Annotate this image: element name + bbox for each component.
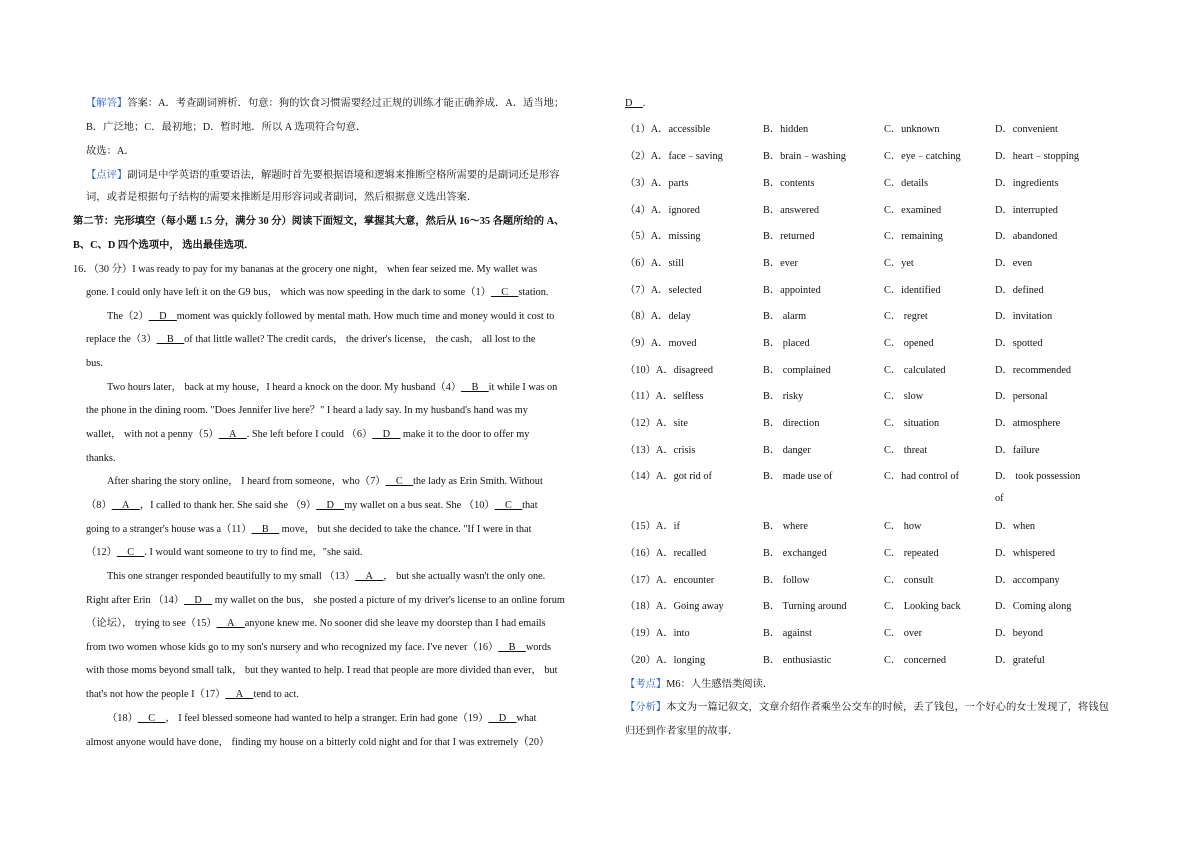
option-14-d-continuation: of xyxy=(995,493,1004,504)
passage-line: bus. xyxy=(86,358,103,369)
answer-blank: __C__ xyxy=(116,547,145,558)
answer-blank: __B__ xyxy=(251,524,280,535)
option-19-c: C． over xyxy=(884,628,923,639)
option-18-b: B． Turning around xyxy=(763,601,847,612)
option-5-c: C．remaining xyxy=(884,231,943,242)
passage-line: going to a stranger's house was a（11）__B__ move， but she decided to take the chance. "If I were in that xyxy=(86,524,532,535)
option-1-b: B．hidden xyxy=(763,124,809,135)
section-heading-2: B、C、D 四个选项中， 选出最佳选项． xyxy=(73,240,255,251)
option-5-d: D．abandoned xyxy=(995,231,1058,242)
option-20-a: （20）A．longing xyxy=(625,655,706,666)
option-2-a: （2）A．face﹣saving xyxy=(625,151,723,162)
passage-line: replace the（3）__B__of that little wallet? The credit cards， the driver's license， the cash， all lost to the xyxy=(86,334,536,345)
option-8-c: C． regret xyxy=(884,311,928,322)
passage-line: with those moms beyond small talk， but they wanted to help. I read that people are more divided than ever， but xyxy=(86,665,558,676)
kaodian-tag: 【考点】 xyxy=(625,679,667,690)
option-6-b: B．ever xyxy=(763,258,798,269)
option-10-c: C． calculated xyxy=(884,365,946,376)
option-3-d: D．ingredients xyxy=(995,178,1059,189)
passage-line: almost anyone would have done， finding my house on a bitterly cold night and for that I was extremely（20） xyxy=(86,737,550,748)
option-5-b: B．returned xyxy=(763,231,815,242)
option-19-b: B． against xyxy=(763,628,812,639)
option-20-b: B． enthusiastic xyxy=(763,655,832,666)
option-13-d: D．failure xyxy=(995,445,1040,456)
option-13-b: B． danger xyxy=(763,445,811,456)
passage-line: the phone in the dining room. "Does Jennifer live here？" I heard a lady say. In my husband's hand was my xyxy=(86,405,528,416)
fenxi-tag: 【分析】 xyxy=(625,702,667,713)
passage-line: gone. I could only have left it on the G9 bus， which was now speeding in the dark to some（1）__C__station. xyxy=(86,287,549,298)
option-18-d: D．Coming along xyxy=(995,601,1072,612)
option-19-a: （19）A．into xyxy=(625,628,690,639)
option-15-b: B． where xyxy=(763,521,808,532)
answer-blank: __C__ xyxy=(490,287,519,298)
option-7-a: （7）A．selected xyxy=(625,285,702,296)
dianping-line-2: 词，或者是根据句子结构的需要来推断是用形容词或者副词，然后根据意义选出答案． xyxy=(86,192,478,203)
option-13-a: （13）A．crisis xyxy=(625,445,696,456)
passage-line: （18）__C__， I feel blessed someone had wanted to help a stranger. Erin had gone（19）__D__what xyxy=(107,713,537,724)
answer-blank: __B__ xyxy=(498,642,526,653)
answer-blank: __D__ xyxy=(184,595,213,606)
answer-20-line: D__. xyxy=(625,98,646,109)
option-3-a: （3）A．parts xyxy=(625,178,689,189)
option-2-b: B．brain﹣washing xyxy=(763,151,846,162)
fenxi-line-2: 归还到作者家里的故事． xyxy=(625,726,739,737)
option-19-d: D．beyond xyxy=(995,628,1044,639)
option-20-d: D．grateful xyxy=(995,655,1045,666)
answer-blank: __B__ xyxy=(156,334,185,345)
option-16-c: C． repeated xyxy=(884,548,939,559)
option-10-a: （10）A．disagreed xyxy=(625,365,714,376)
option-4-d: D．interrupted xyxy=(995,205,1058,216)
answer-blank: __C__ xyxy=(494,500,523,511)
option-17-b: B． follow xyxy=(763,575,810,586)
option-17-a: （17）A．encounter xyxy=(625,575,715,586)
option-7-c: C．identified xyxy=(884,285,941,296)
passage-line: （论坛）， trying to see（15）__A__anyone knew me. No sooner did she leave my doorstep than I had emails xyxy=(86,618,546,629)
option-12-b: B． direction xyxy=(763,418,820,429)
option-3-c: C．details xyxy=(884,178,929,189)
option-6-c: C．yet xyxy=(884,258,914,269)
answer-blank: __B__ xyxy=(461,382,489,393)
passage-line: This one stranger responded beautifully to my small （13）__A__， but she actually wasn't the only one. xyxy=(107,571,546,582)
option-10-d: D．recommended xyxy=(995,365,1072,376)
answer-blank: __D__ xyxy=(148,311,177,322)
option-15-d: D．when xyxy=(995,521,1036,532)
passage-line: （8）__A__，I called to thank her. She said she （9）__D__my wallet on a bus seat. She （10）__C__that xyxy=(86,500,538,511)
passage-line: The（2）__D__moment was quickly followed by mental math. How much time and money would it cost to xyxy=(107,311,555,322)
option-14-a: （14）A．got rid of xyxy=(625,471,712,482)
answer-blank: __D__ xyxy=(372,429,401,440)
answer-blank: __A__ xyxy=(355,571,384,582)
passage-line: Two hours later， back at my house，I heard a knock on the door. My husband（4）__B__it while I was on xyxy=(107,382,558,393)
option-4-b: B．answered xyxy=(763,205,820,216)
option-9-a: （9）A．moved xyxy=(625,338,697,349)
option-1-a: （1）A．accessible xyxy=(625,124,711,135)
option-20-c: C． concerned xyxy=(884,655,947,666)
option-17-c: C． consult xyxy=(884,575,934,586)
option-7-b: B．appointed xyxy=(763,285,821,296)
option-3-b: B．contents xyxy=(763,178,815,189)
option-14-b: B． made use of xyxy=(763,471,833,482)
option-12-c: C． situation xyxy=(884,418,940,429)
passage-line: from two women whose kids go to my son's nursery and who recognized my face. I've never（16）__B__words xyxy=(86,642,551,653)
option-11-b: B． risky xyxy=(763,391,804,402)
option-18-c: C． Looking back xyxy=(884,601,961,612)
option-5-a: （5）A．missing xyxy=(625,231,701,242)
answer-blank: __D__ xyxy=(488,713,517,724)
option-6-d: D．even xyxy=(995,258,1033,269)
jieda-line-1: 【解答】答案：A．考查副词辨析．句意：狗的饮食习惯需要经过正规的训练才能正确养成．A．适当地； xyxy=(86,98,565,109)
kaodian-line: 【考点】M6：人生感悟类阅读． xyxy=(625,679,774,690)
option-12-d: D．atmosphere xyxy=(995,418,1061,429)
option-1-d: D．convenient xyxy=(995,124,1058,135)
option-7-d: D．defined xyxy=(995,285,1044,296)
option-9-b: B． placed xyxy=(763,338,810,349)
answer-blank: __A__ xyxy=(216,618,245,629)
option-16-d: D．whispered xyxy=(995,548,1056,559)
answer-blank: __C__ xyxy=(385,476,413,487)
option-12-a: （12）A．site xyxy=(625,418,688,429)
option-11-d: D．personal xyxy=(995,391,1048,402)
passage-line: 16．（30 分）I was ready to pay for my bananas at the grocery one night， when fear seized me. My wallet was xyxy=(73,264,538,275)
answer-blank: __C__ xyxy=(137,713,166,724)
passage-line: that's not how the people I（17）__A__tend to act. xyxy=(86,689,299,700)
jieda-line-2: B．广泛地；C．最初地；D．暂时地．所以 A 选项符合句意． xyxy=(86,122,367,133)
fenxi-line-1: 【分析】本文为一篇记叙文，文章介绍作者乘坐公交车的时候，丢了钱包，一个好心的女士发现了，将钱包 xyxy=(625,702,1109,713)
option-15-c: C． how xyxy=(884,521,922,532)
option-6-a: （6）A．still xyxy=(625,258,684,269)
option-9-c: C． opened xyxy=(884,338,934,349)
guxuan-line: 故选：A． xyxy=(86,146,135,157)
section-heading-1: 第二节：完形填空（每小题 1.5 分，满分 30 分）阅读下面短文，掌握其大意，然后从 16～35 各题所给的 A、 xyxy=(73,216,565,227)
option-14-d: D． took possession xyxy=(995,471,1081,482)
option-8-a: （8）A．delay xyxy=(625,311,691,322)
option-15-a: （15）A．if xyxy=(625,521,680,532)
answer-blank: __A__ xyxy=(218,429,247,440)
answer-blank: __A__ xyxy=(225,689,254,700)
option-8-d: D．invitation xyxy=(995,311,1053,322)
option-4-c: C．examined xyxy=(884,205,942,216)
passage-line: wallet， with not a penny（5）__A__. She left before I could （6）__D__ make it to the door to offer my xyxy=(86,429,530,440)
passage-line: Right after Erin （14）__D__ my wallet on the bus， she posted a picture of my driver's license to an online forum xyxy=(86,595,565,606)
passage-line: thanks. xyxy=(86,453,116,464)
option-13-c: C． threat xyxy=(884,445,928,456)
option-10-b: B． complained xyxy=(763,365,831,376)
option-4-a: （4）A．ignored xyxy=(625,205,700,216)
option-17-d: D．accompany xyxy=(995,575,1060,586)
answer-blank: __D__ xyxy=(316,500,345,511)
option-2-d: D．heart﹣stopping xyxy=(995,151,1080,162)
option-18-a: （18）A．Going away xyxy=(625,601,724,612)
option-2-c: C．eye﹣catching xyxy=(884,151,961,162)
option-14-c: C．had control of xyxy=(884,471,959,482)
dianping-line-1: 【点评】副词是中学英语的重要语法，解题时首先要根据语境和逻辑来推断空格所需要的是副词还是形容 xyxy=(86,170,560,181)
jieda-tag: 【解答】 xyxy=(86,98,128,109)
option-16-b: B． exchanged xyxy=(763,548,827,559)
dianping-tag: 【点评】 xyxy=(86,170,128,181)
passage-line: After sharing the story online， I heard from someone，who（7）__C__the lady as Erin Smith. Without xyxy=(107,476,543,487)
option-8-b: B． alarm xyxy=(763,311,807,322)
option-9-d: D．spotted xyxy=(995,338,1043,349)
answer-blank: D__ xyxy=(625,98,643,109)
option-16-a: （16）A．recalled xyxy=(625,548,707,559)
option-1-c: C．unknown xyxy=(884,124,940,135)
option-11-c: C． slow xyxy=(884,391,924,402)
answer-blank: __A__ xyxy=(111,500,140,511)
option-11-a: （11）A．selfless xyxy=(625,391,704,402)
passage-line: （12）__C__. I would want someone to try to find me，"she said. xyxy=(86,547,363,558)
